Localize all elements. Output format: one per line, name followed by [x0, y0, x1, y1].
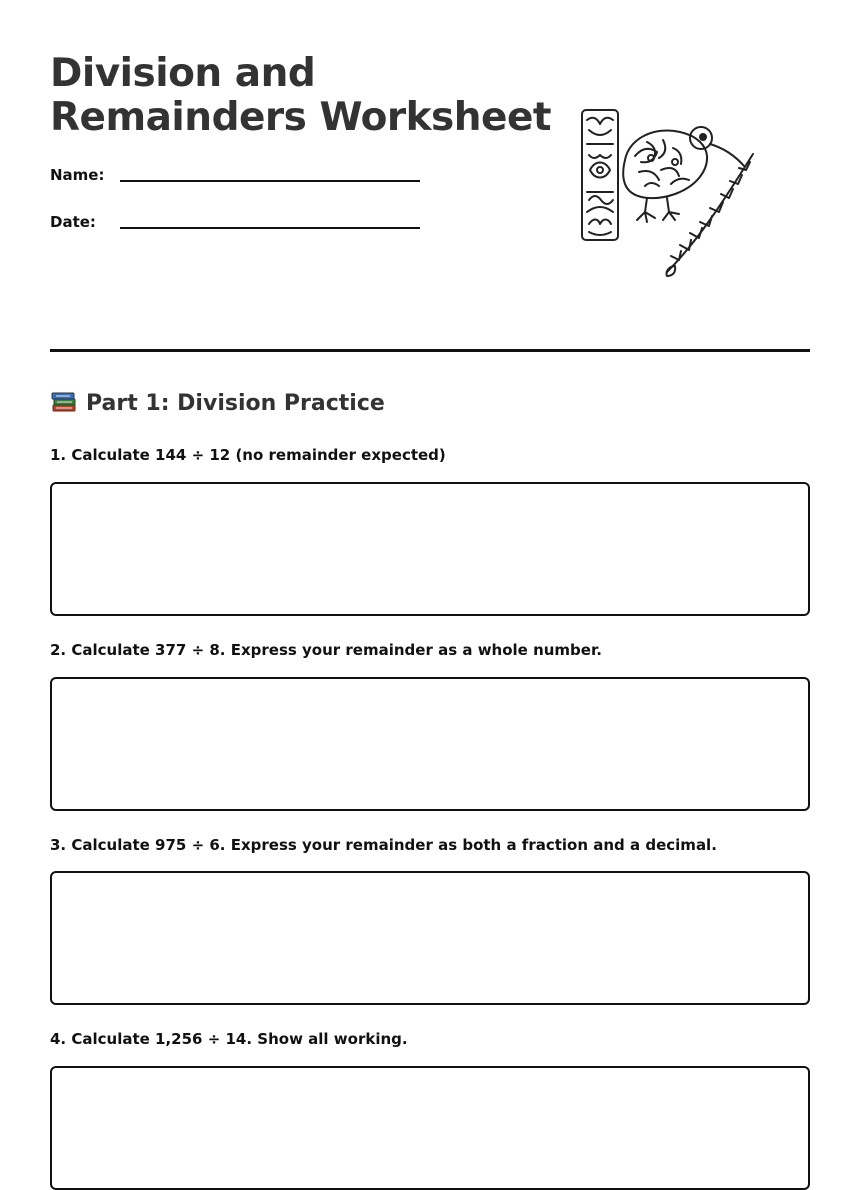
question-3: 3. Calculate 975 ÷ 6. Express your remainder as both a fraction and a decimal. [50, 836, 717, 854]
title-line-1: Division and [50, 51, 316, 96]
answer-box-4[interactable] [50, 1066, 810, 1190]
question-4: 4. Calculate 1,256 ÷ 14. Show all working. [50, 1030, 408, 1048]
answer-box-3[interactable] [50, 871, 810, 1005]
kiwi-bird-illustration [575, 100, 765, 280]
section-heading [50, 388, 385, 420]
books-icon [50, 388, 78, 416]
answer-box-1[interactable] [50, 482, 810, 616]
name-input-line[interactable] [120, 180, 420, 182]
date-field-row [50, 213, 430, 237]
worksheet-title [50, 52, 551, 140]
name-label: Name: [50, 166, 105, 184]
name-field-row [50, 166, 430, 190]
date-input-line[interactable] [120, 227, 420, 229]
title-line-2: Remainders Worksheet [50, 95, 552, 140]
date-label: Date: [50, 213, 96, 231]
section-heading-text: Part 1: Division Practice [86, 391, 385, 416]
answer-box-2[interactable] [50, 677, 810, 811]
header-divider [50, 349, 810, 352]
question-1: 1. Calculate 144 ÷ 12 (no remainder expected) [50, 446, 446, 464]
question-2: 2. Calculate 377 ÷ 8. Express your remainder as a whole number. [50, 641, 602, 659]
